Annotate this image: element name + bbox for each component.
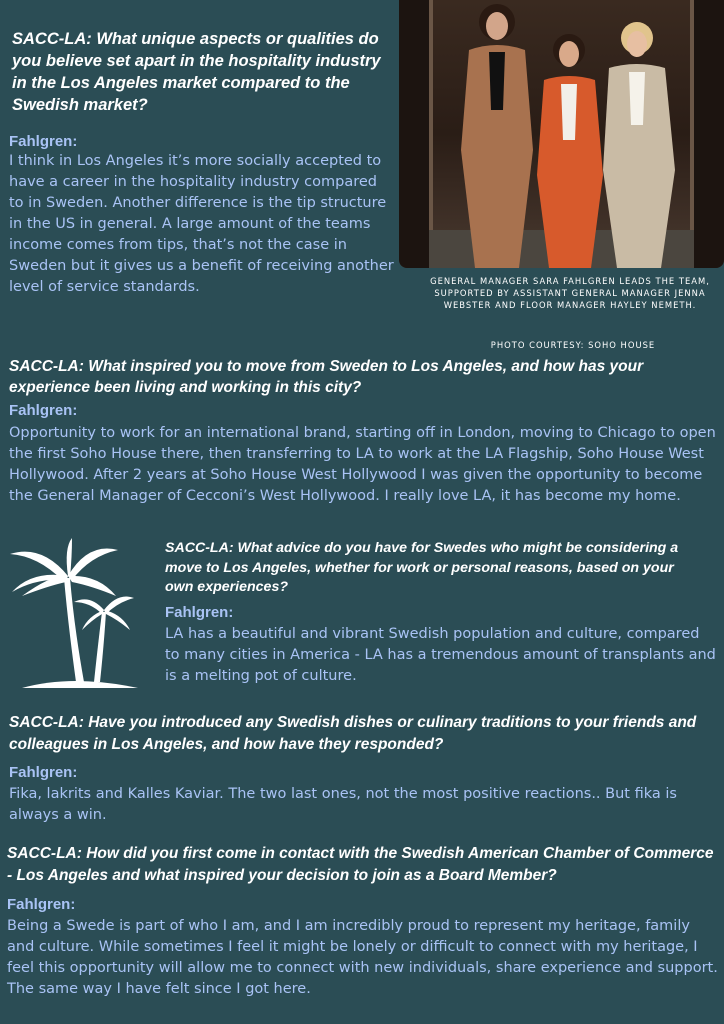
answer-3: LA has a beautiful and vibrant Swedish population and culture, compared to many cities in America - LA has a tremendous amount of transplants and is a melting pot of culture. xyxy=(165,626,716,684)
question-2: SACC-LA: What inspired you to move from Sweden to Los Angeles, and how has your experience been living and working in this city? xyxy=(9,358,644,396)
speaker-5: Fahlgren: xyxy=(7,896,76,913)
answer-5: Being a Swede is part of who I am, and I am incredibly proud to represent my heritage, family and culture. While sometimes I feel it might be lonely or difficult to connect with my heritage, I feel this opportunity will allow me to connect with new individuals, share experience and support. The same way I have felt since I got here. xyxy=(7,918,718,997)
answer-4: Fika, lakrits and Kalles Kaviar. The two last ones, not the most positive reactions.. But fika is always a win. xyxy=(9,786,677,823)
team-photo xyxy=(399,0,724,268)
answer-1: I think in Los Angeles it’s more socially accepted to have a career in the hospitality industry compared to in Sweden. Another difference is the tip structure in the US in general. A large amount of the teams income comes from tips, that’s not the case in Sweden but it gives us a benefit of receiving another level of service standards. xyxy=(9,153,394,295)
question-5: SACC-LA: How did you first come in contact with the Swedish American Chamber of Commerce - Los Angeles and what inspired your decision to join as a Board Member? xyxy=(7,845,714,884)
palm-trees-icon xyxy=(2,534,142,694)
speaker-1: Fahlgren: xyxy=(9,133,78,150)
speaker-2: Fahlgren: xyxy=(9,402,78,419)
question-4: SACC-LA: Have you introduced any Swedish dishes or culinary traditions to your friends and colleagues in Los Angeles, and how have they responded? xyxy=(9,714,697,753)
question-3: SACC-LA: What advice do you have for Swedes who might be considering a move to Los Angeles, whether for work or personal reasons, based on your own experiences? xyxy=(165,540,679,595)
photo-caption: GENERAL MANAGER SARA FAHLGREN LEADS THE TEAM, SUPPORTED BY ASSISTANT GENERAL MANAGER JENNA WEBSTER AND FLOOR MANAGER HAYLEY NEMETH. xyxy=(430,276,710,310)
team-photo-image xyxy=(399,0,724,268)
question-1: SACC-LA: What unique aspects or qualities do you believe set apart in the hospitality industry in the Los Angeles market compared to the Swedish market? xyxy=(12,30,381,114)
speaker-4: Fahlgren: xyxy=(9,764,78,781)
answer-2: Opportunity to work for an international brand, starting off in London, moving to Chicago to open the first Soho House there, then transferring to LA to work at the LA Flagship, Soho House West Hollywood. After 2 years at Soho House West Hollywood I was given the opportunity to become the General Manager of Cecconi’s West Hollywood. I really love LA, it has become my home. xyxy=(9,425,716,504)
speaker-3: Fahlgren: xyxy=(165,604,234,621)
photo-credit: PHOTO COURTESY: SOHO HOUSE xyxy=(490,340,656,350)
